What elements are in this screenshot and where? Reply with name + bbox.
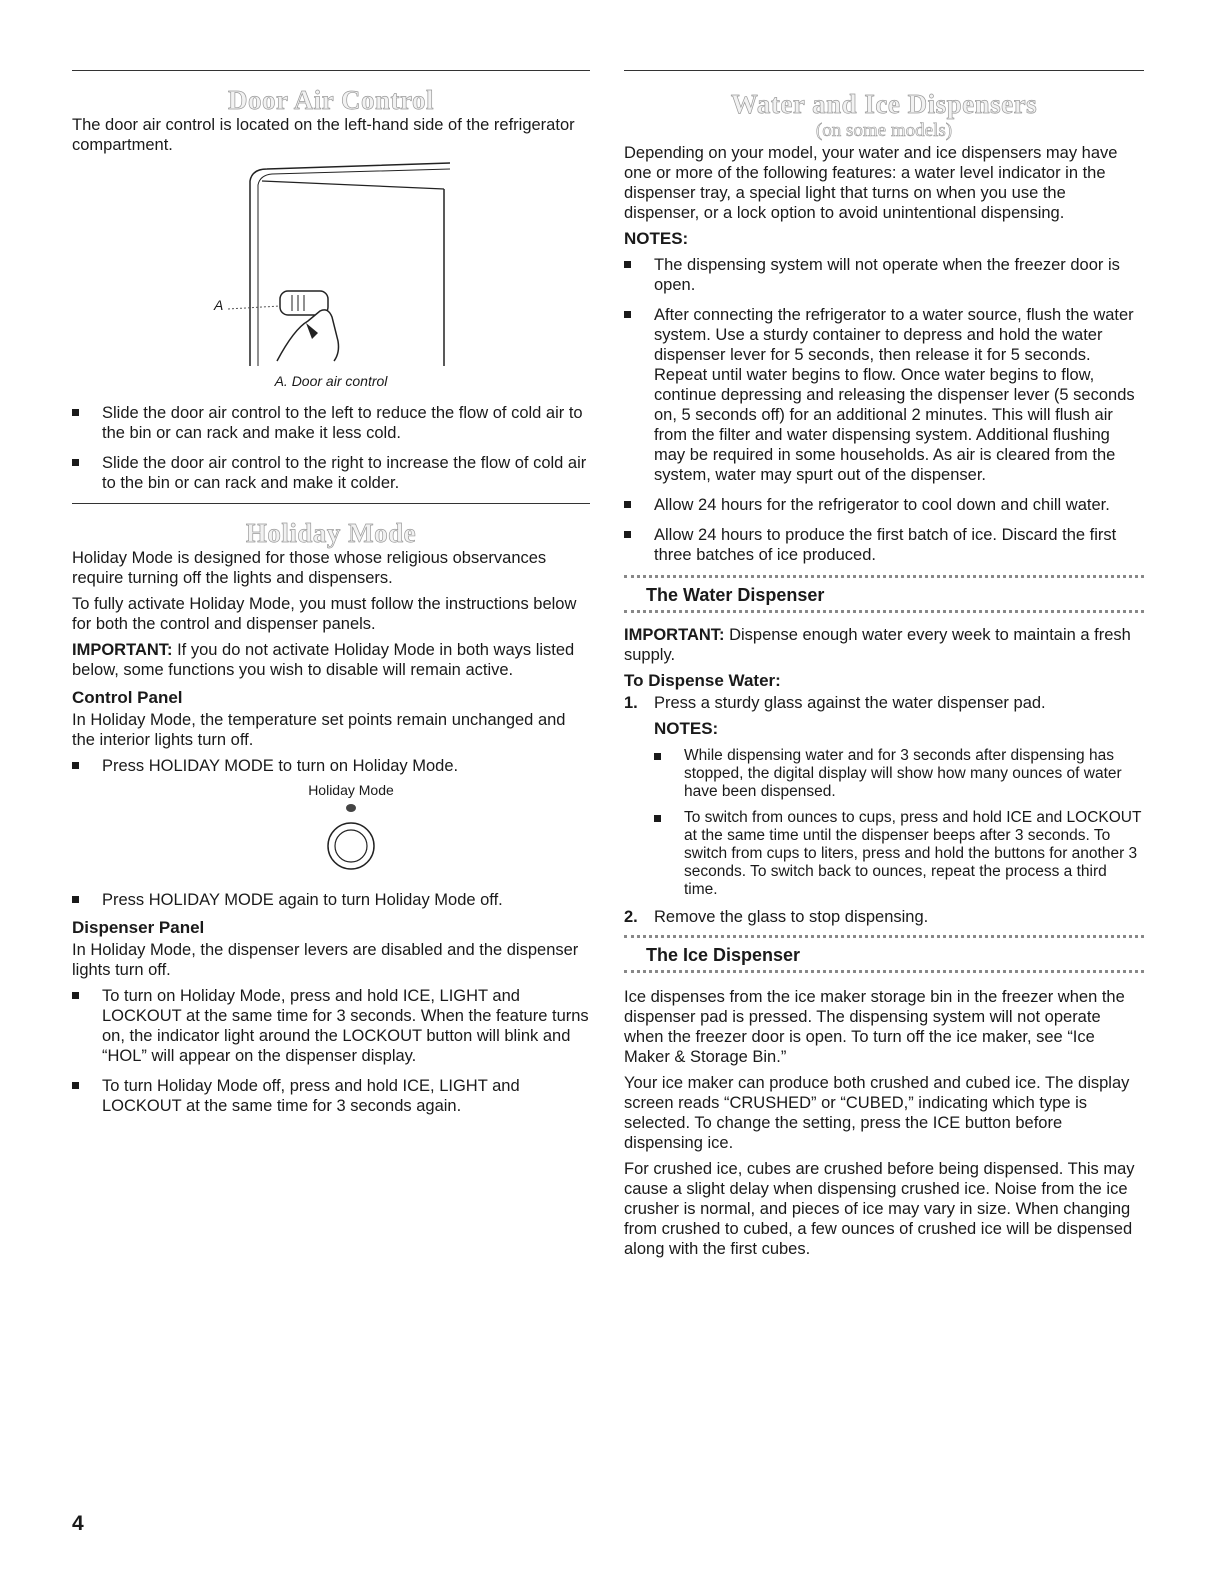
dispensers-subtitle: (on some models) [815,120,953,141]
door-air-bullets [72,403,590,493]
ice-paragraph-2: Your ice maker can produce both crushed and cubed ice. The display screen reads “CRUSHED” or “CUBED,” indicating which type is selected. To change the setting, press the ICE button before dispensing ice. [624,1074,1130,1152]
section-divider [72,503,590,504]
holiday-mode-button-label: Holiday Mode [308,782,394,798]
control-panel-bullets-2 [72,890,590,910]
door-air-intro: The door air control is located on the left-hand side of the refrigerator compartment. [72,116,575,154]
step-number: 2. [624,908,638,926]
figure-caption: A. Door air control [274,373,388,389]
dotted-divider [624,970,1144,973]
refrigerator-door-illustration [72,161,590,371]
ice-paragraph-1: Ice dispenses from the ice maker storage bin in the freezer when the dispenser pad is pressed. The dispensing system will not operate when the freezer door is open. To turn off the ice maker, see “Ice Maker & Storage Bin.” [624,988,1125,1066]
page-number: 4 [72,1512,84,1535]
water-dispenser-title: The Water Dispenser [646,585,825,605]
important-text: Dispense enough water every week to maintain a fresh supply. [624,626,1131,664]
dispenser-notes [624,255,1144,565]
dispenser-panel-bullets [72,986,590,1116]
dotted-divider [624,610,1144,613]
right-column [624,70,1144,1265]
water-important [624,625,1144,665]
section-divider [72,70,590,71]
list-item: Press HOLIDAY MODE to turn on Holiday Mode. [72,756,590,776]
step-notes [654,747,1144,899]
control-panel-text: In Holiday Mode, the temperature set points remain unchanged and the interior lights turn off. [72,711,566,749]
list-item: Allow 24 hours to produce the first batch of ice. Discard the first three batches of ice produced. [624,525,1144,565]
holiday-important [72,640,590,680]
door-air-figure [72,161,590,371]
step-number: 1. [624,694,638,712]
holiday-instructions: To fully activate Holiday Mode, you must follow the instructions below for both the control and dispenser panels. [72,595,577,633]
control-panel-heading: Control Panel [72,688,183,707]
section-divider [624,70,1144,71]
list-item: To switch from ounces to cups, press and hold ICE and LOCKOUT at the same time until the dispenser beeps after 3 seconds. To switch from cups to liters, press and hold the buttons for another 3 seconds. To switch back to ounces, repeat the process a third time. [654,809,1144,899]
dispense-water-steps [624,693,1144,927]
step-item [624,907,1144,927]
holiday-mode-button [311,798,391,884]
ice-paragraph-3: For crushed ice, cubes are crushed before being dispensed. This may cause a slight delay when dispensing crushed ice. Noise from the ice crusher is normal, and pieces of ice may vary in size. When changing from crushed to cubed, a few ounces of crushed ice will be dispensed along with the first cubes. [624,1160,1135,1258]
step-item [624,693,1144,899]
step-text: Press a sturdy glass against the water dispenser pad. [654,694,1046,712]
list-item: To turn Holiday Mode off, press and hold ICE, LIGHT and LOCKOUT at the same time for 3 seconds again. [72,1076,590,1116]
list-item: To turn on Holiday Mode, press and hold ICE, LIGHT and LOCKOUT at the same time for 3 seconds. When the feature turns on, the indicator light around the LOCKOUT button will blink and “HOL” will appear on the dispenser display. [72,986,590,1066]
holiday-mode-button-figure [72,782,590,890]
holiday-intro: Holiday Mode is designed for those whose religious observances require turning off the lights and dispensers. [72,549,547,587]
dispensers-intro: Depending on your model, your water and ice dispensers may have one or more of the following features: a water level indicator in the dispenser tray, a special light that turns on when you use the dispenser, or a lock option to avoid unintentional dispensing. [624,144,1118,222]
list-item: While dispensing water and for 3 seconds after dispensing has stopped, the digital display will show how many ounces of water have been dispensed. [654,747,1144,801]
step-text: Remove the glass to stop dispensing. [654,908,929,926]
control-panel-bullets [72,756,590,776]
list-item: After connecting the refrigerator to a water source, flush the water system. Use a sturdy container to depress and hold the water dispenser lever for 5 seconds, then release it for 5 seconds. Repeat until water begins to flow. Once water begins to flow, continue depressing and releasing the dispenser lever (5 seconds on, 5 seconds off) for an additional 2 minutes. This will flush air from the filter and water dispensing system. Additional flushing may be required in some households. As air is cleared from the system, water may spurt out of the dispenser. [624,305,1144,485]
water-dispenser-header [624,578,1144,610]
list-item: The dispensing system will not operate when the freezer door is open. [624,255,1144,295]
list-item: Press HOLIDAY MODE again to turn Holiday Mode off. [72,890,590,910]
dispense-water-heading: To Dispense Water: [624,671,781,690]
list-item: Slide the door air control to the left to reduce the flow of cold air to the bin or can rack and make it less cold. [72,403,590,443]
list-item: Allow 24 hours for the refrigerator to cool down and chill water. [624,495,1144,515]
step-notes-heading: NOTES: [654,719,719,738]
dispenser-panel-text: In Holiday Mode, the dispenser levers are disabled and the dispenser lights turn off. [72,941,579,979]
important-label: IMPORTANT: [624,626,725,644]
holiday-mode-title: Holiday Mode [245,518,417,548]
ice-dispenser-header [624,938,1144,970]
notes-heading: NOTES: [624,229,689,248]
figure-callout-a: A [214,297,224,313]
important-label: IMPORTANT: [72,641,173,659]
left-column [72,70,590,1126]
dispenser-panel-heading: Dispenser Panel [72,918,205,937]
list-item: Slide the door air control to the right to increase the flow of cold air to the bin or can rack and make it colder. [72,453,590,493]
important-text: If you do not activate Holiday Mode in both ways listed below, some functions you wish to disable will remain active. [72,641,575,679]
door-air-title: Door Air Control [227,85,434,115]
dispensers-title: Water and Ice Dispensers [730,89,1038,119]
ice-dispenser-title: The Ice Dispenser [646,945,801,965]
